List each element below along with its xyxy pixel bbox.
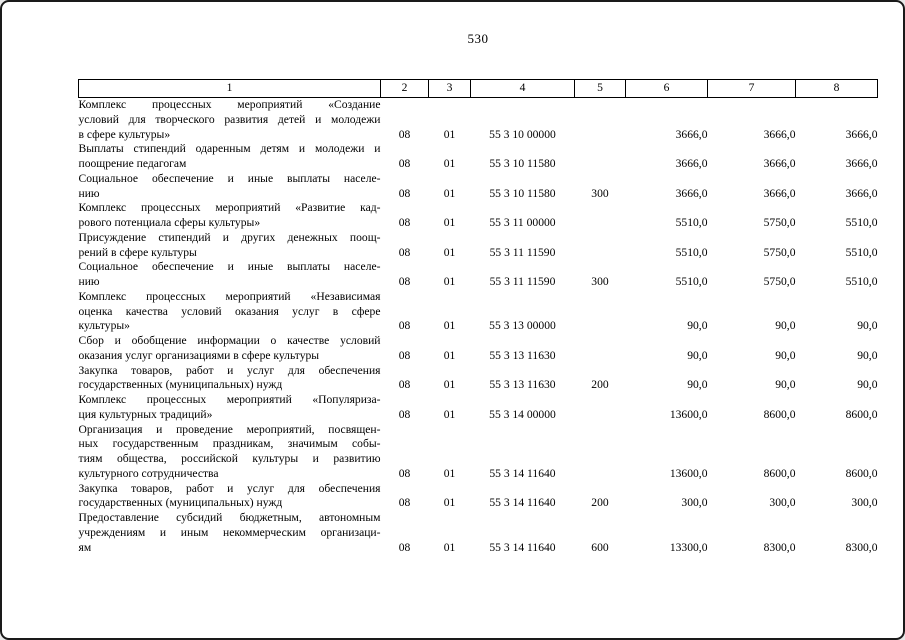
column-header-7: 7 [708,80,796,98]
cell-amount-year3: 5510,0 [845,216,878,229]
cell-amount-year3: 90,0 [857,348,878,362]
cell-amount-year3: 3666,0 [845,186,878,200]
cell-section-code: 08 [398,157,411,170]
name-line: государственных (муниципальных) нужд [78,496,283,510]
cell-section-code: 08 [398,216,411,229]
name-line: ям [78,540,92,554]
cell-subsection-code: 01 [443,496,456,510]
cell-subsection-code: 01 [443,216,456,229]
cell-amount-year3: 3666,0 [845,157,878,170]
cell-amount-year2: 5750,0 [763,245,796,259]
table-row [79,482,878,512]
cell-target-article-code: 55 3 14 11640 [489,540,556,554]
cell-expense-name [79,98,381,143]
name-line: оказания услуг организациями в сфере культуры [78,348,320,362]
cell-amount-year1: 5510,0 [675,216,708,229]
cell-amount-year1: 5510,0 [675,245,708,259]
cell-amount-year2: 90,0 [775,378,796,392]
cell-target-article-code: 55 3 10 11580 [489,157,556,170]
name-line: Социальное обеспечение и иные выплаты населе- [78,171,381,185]
name-line: оценка качества условий оказания услуг в сфере [78,304,381,318]
name-line: рений в сфере культуры [78,245,197,259]
name-line: Закупка товаров, работ и услуг для обеспечения [78,481,381,495]
cell-target-article-code: 55 3 11 00000 [489,216,556,229]
cell-section-code: 08 [398,245,411,259]
cell-subsection-code: 01 [443,378,456,392]
name-line: ция культурных традиций» [78,407,213,421]
cell-amount-year2: 300,0 [769,496,796,510]
cell-subsection-code: 01 [443,348,456,362]
name-line: ных государственным праздникам, значимым собы- [78,437,381,451]
cell-expense-name [79,260,381,290]
cell-amount-year1: 300,0 [681,496,708,510]
cell-section-code: 08 [398,407,411,421]
cell-subsection-code: 01 [443,127,456,141]
cell-amount-year1: 3666,0 [675,127,708,141]
table-row [79,364,878,394]
table-header [79,80,878,98]
column-header-3: 3 [429,80,471,98]
table-body [79,98,878,556]
cell-subsection-code: 01 [443,466,456,480]
table-row [79,142,878,172]
cell-amount-year2: 3666,0 [763,157,796,170]
table-row [79,393,878,423]
table-header-row [79,80,878,98]
cell-expense-type-code [575,290,626,334]
cell-target-article-code: 55 3 10 00000 [489,127,556,141]
name-line: Выплаты стипендий одаренным детям и молодежи и [78,142,381,156]
name-line: рового потенциала сферы культуры» [78,216,261,229]
cell-amount-year1: 13600,0 [669,466,708,480]
cell-target-article-code: 55 3 13 11630 [489,348,556,362]
name-line: Социальное обеспечение и иные выплаты населе- [78,260,381,274]
cell-amount-year1: 13600,0 [669,407,708,421]
cell-expense-type-code [575,423,626,482]
name-line: тиям общества, российской культуры и развитию [78,452,381,465]
name-line: Комплекс процессных мероприятий «Независимая [78,289,381,303]
name-line: Организация и проведение мероприятий, посвящен- [78,422,381,436]
cell-expense-name [79,201,381,231]
table-row [79,423,878,482]
cell-target-article-code: 55 3 14 00000 [489,407,556,421]
column-header-1: 1 [79,80,381,98]
cell-expense-name [79,172,381,202]
cell-amount-year3: 8600,0 [845,407,878,421]
cell-target-article-code: 55 3 11 11590 [489,275,556,288]
name-line: культуры» [78,319,130,333]
cell-target-article-code: 55 3 14 11640 [489,496,556,510]
cell-target-article-code: 55 3 14 11640 [489,466,556,480]
cell-amount-year2: 90,0 [775,319,796,333]
cell-subsection-code: 01 [443,319,456,333]
table-row [79,172,878,202]
cell-amount-year3: 8600,0 [845,466,878,480]
name-line: поощрение педагогам [78,157,187,170]
cell-amount-year2: 5750,0 [763,216,796,229]
cell-amount-year2: 8600,0 [763,407,796,421]
cell-subsection-code: 01 [443,245,456,259]
table-row [79,98,878,143]
cell-section-code: 08 [398,127,411,141]
cell-expense-type-code: 300 [591,275,609,288]
cell-section-code: 08 [398,275,411,288]
name-line: учреждениям и иным некоммерческим организаци- [78,525,381,539]
table-row [79,511,878,555]
cell-section-code: 08 [398,319,411,333]
cell-target-article-code: 55 3 13 11630 [489,378,556,392]
cell-amount-year1: 3666,0 [675,157,708,170]
cell-expense-name [79,364,381,394]
name-line: нию [78,275,100,288]
column-header-6: 6 [626,80,708,98]
cell-amount-year2: 5750,0 [763,275,796,288]
cell-subsection-code: 01 [443,407,456,421]
column-header-8: 8 [796,80,878,98]
cell-expense-type-code: 600 [591,540,609,554]
table-row [79,201,878,231]
name-line: Комплекс процессных мероприятий «Развитие кад- [78,201,381,215]
cell-section-code: 08 [398,496,411,510]
cell-expense-type-code [575,393,626,423]
cell-amount-year2: 3666,0 [763,186,796,200]
cell-amount-year2: 90,0 [775,348,796,362]
cell-expense-name [79,142,381,172]
cell-expense-name [79,231,381,261]
cell-amount-year1: 90,0 [687,348,708,362]
cell-target-article-code: 55 3 10 11580 [489,186,556,200]
cell-subsection-code: 01 [443,186,456,200]
column-header-5: 5 [575,80,626,98]
table-row [79,334,878,364]
cell-subsection-code: 01 [443,540,456,554]
cell-target-article-code: 55 3 11 11590 [489,245,556,259]
cell-amount-year1: 90,0 [687,378,708,392]
cell-expense-type-code [575,231,626,261]
name-line: условий для творческого развития детей и молодежи [78,112,381,126]
name-line: Закупка товаров, работ и услуг для обеспечения [78,363,381,377]
cell-amount-year1: 3666,0 [675,186,708,200]
name-line: Предоставление субсидий бюджетным, автономным [78,511,381,524]
cell-amount-year3: 90,0 [857,319,878,333]
cell-section-code: 08 [398,348,411,362]
cell-section-code: 08 [398,540,411,554]
name-line: в сфере культуры» [78,127,171,141]
cell-expense-type-code [575,142,626,172]
cell-target-article-code: 55 3 13 00000 [489,319,556,333]
cell-expense-type-code [575,98,626,143]
cell-amount-year1: 5510,0 [675,275,708,288]
cell-amount-year3: 5510,0 [845,245,878,259]
cell-expense-name [79,334,381,364]
cell-amount-year3: 90,0 [857,378,878,392]
cell-amount-year3: 8300,0 [845,540,878,554]
name-line: культурного сотрудничества [78,466,219,480]
name-line: Присуждение стипендий и других денежных поощ- [78,230,381,244]
cell-amount-year3: 3666,0 [845,127,878,141]
cell-amount-year1: 90,0 [687,319,708,333]
page-number: 530 [467,31,489,46]
name-line: нию [78,186,100,200]
name-line: Комплекс процессных мероприятий «Создание [78,98,381,111]
cell-section-code: 08 [398,186,411,200]
cell-expense-type-code [575,334,626,364]
cell-amount-year2: 8300,0 [763,540,796,554]
cell-expense-name [79,482,381,512]
cell-subsection-code: 01 [443,275,456,288]
cell-expense-type-code [575,201,626,231]
table-row [79,260,878,290]
cell-expense-name [79,423,381,482]
cell-expense-name [79,393,381,423]
cell-amount-year3: 5510,0 [845,275,878,288]
cell-amount-year2: 3666,0 [763,127,796,141]
name-line: Сбор и обобщение информации о качестве условий [78,334,381,347]
cell-amount-year1: 13300,0 [669,540,708,554]
column-header-4: 4 [471,80,575,98]
column-header-2: 2 [381,80,429,98]
name-line: государственных (муниципальных) нужд [78,378,283,392]
cell-expense-name [79,290,381,334]
cell-expense-type-code: 200 [591,496,609,510]
cell-amount-year3: 300,0 [851,496,878,510]
cell-section-code: 08 [398,378,411,392]
table-row [79,290,878,334]
cell-expense-type-code: 200 [591,378,609,392]
table-row [79,231,878,261]
budget-table [78,79,878,555]
cell-subsection-code: 01 [443,157,456,170]
cell-expense-name [79,511,381,555]
cell-expense-type-code: 300 [591,186,609,200]
name-line: Комплекс процессных мероприятий «Популяриза- [78,393,381,406]
cell-section-code: 08 [398,466,411,480]
cell-amount-year2: 8600,0 [763,466,796,480]
